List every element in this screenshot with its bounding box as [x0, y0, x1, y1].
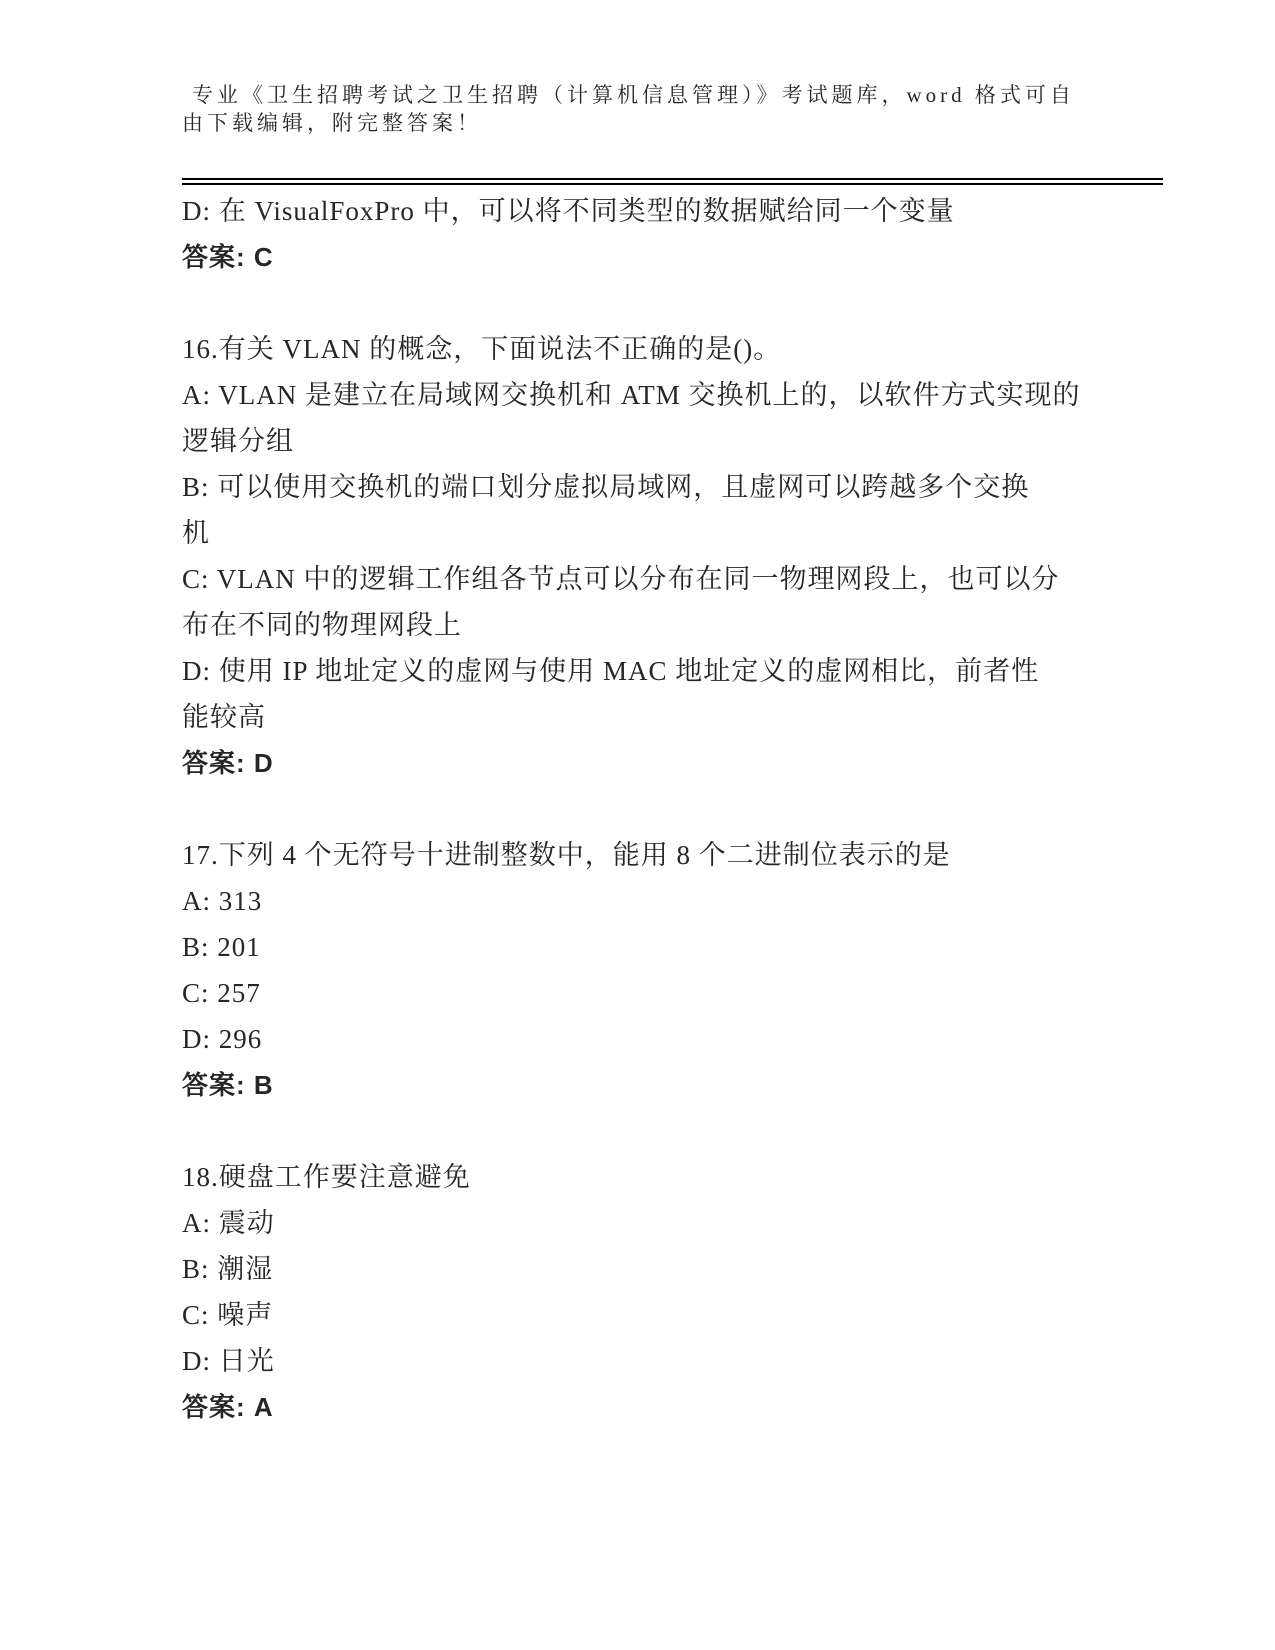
question-16-option-b-wrap: 机 — [182, 518, 210, 548]
question-17-stem: 17.下列 4 个无符号十进制整数中，能用 8 个二进制位表示的是 — [182, 840, 951, 870]
question-18 — [182, 1154, 1175, 1430]
document-header — [182, 81, 1163, 137]
question-16-option-c: C: VLAN 中的逻辑工作组各节点可以分布在同一物理网段上，也可以分 — [182, 564, 1060, 594]
question-17-option-d: D: 296 — [182, 1024, 263, 1054]
header-text-line-2: 由下载编辑，附完整答案！ — [182, 111, 482, 135]
question-17 — [182, 832, 1175, 1108]
question-17-option-b: B: 201 — [182, 932, 261, 962]
header-divider-rule — [182, 178, 1163, 185]
question-17-answer: 答案: B — [182, 1070, 274, 1100]
header-text-line-1: 专业《卫生招聘考试之卫生招聘（计算机信息管理）》考试题库，word 格式可自 — [192, 83, 1075, 107]
question-16-option-a-wrap: 逻辑分组 — [182, 426, 294, 456]
question-18-option-d: D: 日光 — [182, 1346, 275, 1376]
question-16-option-d-wrap: 能较高 — [182, 702, 266, 732]
question-16-option-a: A: VLAN 是建立在局域网交换机和 ATM 交换机上的，以软件方式实现的 — [182, 380, 1081, 410]
question-18-option-a: A: 震动 — [182, 1208, 275, 1238]
question-18-stem: 18.硬盘工作要注意避免 — [182, 1162, 471, 1192]
question-15-answer: 答案: C — [182, 242, 274, 272]
question-16-option-b: B: 可以使用交换机的端口划分虚拟局域网，且虚网可以跨越多个交换 — [182, 472, 1030, 502]
question-15-option-d: D: 在 VisualFoxPro 中，可以将不同类型的数据赋给同一个变量 — [182, 196, 955, 226]
question-16-option-c-wrap: 布在不同的物理网段上 — [182, 610, 462, 640]
question-16-answer: 答案: D — [182, 748, 274, 778]
document-body — [182, 188, 1175, 1430]
question-16-stem: 16.有关 VLAN 的概念，下面说法不正确的是()。 — [182, 334, 782, 364]
question-16 — [182, 326, 1175, 786]
question-17-option-a: A: 313 — [182, 886, 263, 916]
question-17-option-c: C: 257 — [182, 978, 261, 1008]
question-16-option-d: D: 使用 IP 地址定义的虚网与使用 MAC 地址定义的虚网相比，前者性 — [182, 656, 1040, 686]
question-18-option-b: B: 潮湿 — [182, 1254, 274, 1284]
question-15-continuation — [182, 188, 1175, 280]
question-18-option-c: C: 噪声 — [182, 1300, 274, 1330]
question-18-answer: 答案: A — [182, 1392, 274, 1422]
